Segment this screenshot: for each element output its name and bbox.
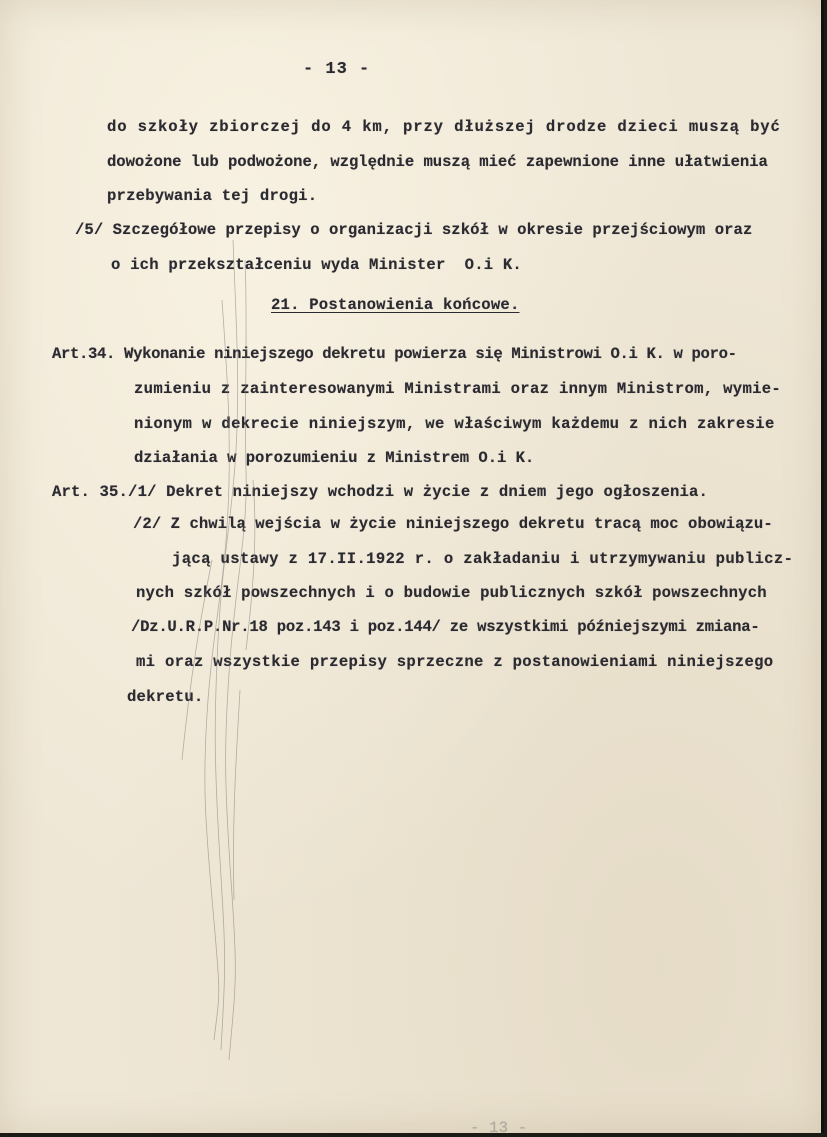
text-line: zumieniu z zainteresowanymi Ministrami oraz innym Ministrom, wymie- <box>134 380 782 398</box>
text-line: działania w porozumieniu z Ministrem O.i K. <box>134 449 535 467</box>
text-line: jącą ustawy z 17.II.1922 r. o zakładaniu i utrzymywaniu publicz- <box>172 550 794 568</box>
text-line: /5/ Szczegółowe przepisy o organizacji szkół w okresie przejściowym oraz <box>75 221 753 239</box>
text-line: mi oraz wszystkie przepisy sprzeczne z postanowieniami niniejszego <box>136 653 774 671</box>
text-line: nionym w dekrecie niniejszym, we właściwym każdemu z nich zakresie <box>134 415 775 433</box>
text-line: dekretu. <box>127 688 204 706</box>
text-line: do szkoły zbiorczej do 4 km, przy dłuższej drodze dzieci muszą być <box>107 118 781 136</box>
text-line: /2/ Z chwilą wejścia w życie niniejszego dekretu tracą moc obowiązu- <box>133 515 773 533</box>
text-line: nych szkół powszechnych i o budowie publicznych szkół powszechnych <box>136 584 767 602</box>
text-line: /Dz.U.R.P.Nr.18 poz.143 i poz.144/ ze wszystkimi późniejszymi zmiana- <box>131 618 760 636</box>
text-line: Art.34. Wykonanie niniejszego dekretu powierza się Ministrowi O.i K. w poro- <box>52 345 737 363</box>
text-line: przebywania tej drogi. <box>107 187 318 205</box>
text-line: o ich przekształceniu wyda Minister O.i K. <box>111 256 522 274</box>
section-heading: 21. Postanowienia końcowe. <box>271 296 520 314</box>
page-number: - 13 - <box>303 60 371 79</box>
scan-edge <box>821 0 824 1133</box>
text-line: dowożone lub podwożone, względnie muszą mieć zapewnione inne ułatwienia <box>107 153 768 171</box>
text-line: Art. 35./1/ Dekret niniejszy wchodzi w życie z dniem jego ogłoszenia. <box>52 483 709 501</box>
bottom-bleed-mark: - 13 - <box>470 1119 528 1137</box>
